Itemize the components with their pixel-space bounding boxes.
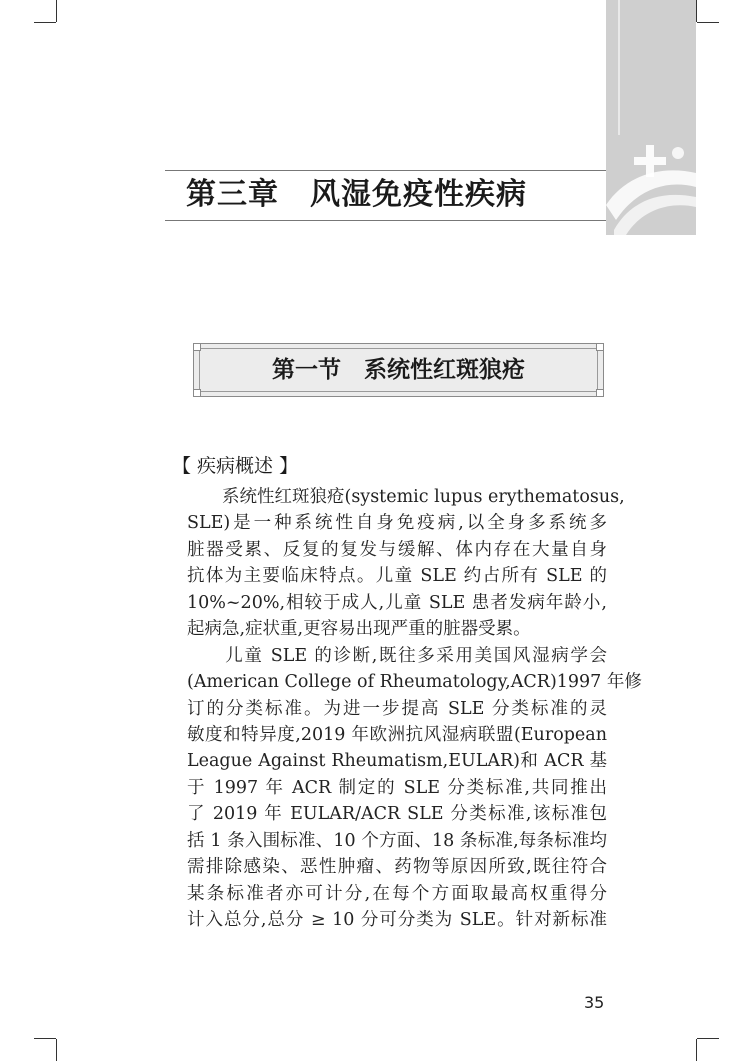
body-line: 敏度和特异度,2019 年欧洲抗风湿病联盟(European	[187, 724, 607, 745]
body-text	[187, 484, 642, 933]
body-line: 儿童 SLE 的诊断,既往多采用美国风湿病学会	[187, 645, 607, 666]
body-line: 计入总分,总分 ≥ 10 分可分类为 SLE。针对新标准	[187, 910, 607, 930]
crop-mark-top-left	[56, 0, 57, 22]
crop-mark-top-left-h	[34, 22, 56, 23]
body-line: 了 2019 年 EULAR/ACR SLE 分类标准,该标准包	[187, 804, 607, 825]
chapter-title: 第三章 风湿免疫性疾病	[186, 177, 527, 212]
body-line: 于 1997 年 ACR 制定的 SLE 分类标准,共同推出	[187, 777, 607, 798]
crop-mark-bottom-right	[696, 1039, 697, 1061]
chapter-rule-top	[165, 170, 606, 171]
crop-mark-bottom-left	[56, 1039, 57, 1061]
section-title-box	[193, 343, 604, 397]
crop-mark-top-right-h	[697, 22, 719, 23]
body-line: (American College of Rheumatology,ACR)1997 年修	[187, 672, 642, 693]
page-number: 35	[584, 993, 605, 1012]
body-line: 起病急,症状重,更容易出现严重的脏器受累。	[187, 619, 531, 640]
overview-heading: 【 疾病概述 】	[172, 455, 299, 477]
crop-mark-top-right	[696, 0, 697, 22]
body-line: 需排除感染、恶性肿瘤、药物等原因所致,既往符合	[187, 857, 607, 878]
crop-mark-bottom-right-h	[697, 1038, 719, 1039]
crop-mark-bottom-left-h	[34, 1038, 56, 1039]
body-line: 抗体为主要临床特点。儿童 SLE 约占所有 SLE 的	[187, 566, 607, 587]
body-line: 10%~20%,相较于成人,儿童 SLE 患者发病年龄小,	[187, 592, 607, 613]
body-line: 某条标准者亦可计分,在每个方面取最高权重得分	[187, 883, 607, 904]
chapter-rule-bottom	[165, 220, 606, 221]
body-line: 脏器受累、反复的复发与缓解、体内存在大量自身	[187, 539, 607, 560]
body-line: 括 1 条入围标准、10 个方面、18 条标准,每条标准均	[187, 830, 607, 851]
chapter-emblem-icon	[606, 135, 696, 235]
section-title: 第一节 系统性红斑狼疮	[272, 356, 525, 383]
body-line: SLE)是一种系统性自身免疫病,以全身多系统多	[187, 513, 607, 534]
body-line: League Against Rheumatism,EULAR)和 ACR 基	[187, 751, 607, 772]
body-line: 系统性红斑狼疮(systemic lupus erythematosus,	[187, 487, 625, 507]
body-line: 订的分类标准。为进一步提高 SLE 分类标准的灵	[187, 698, 607, 719]
